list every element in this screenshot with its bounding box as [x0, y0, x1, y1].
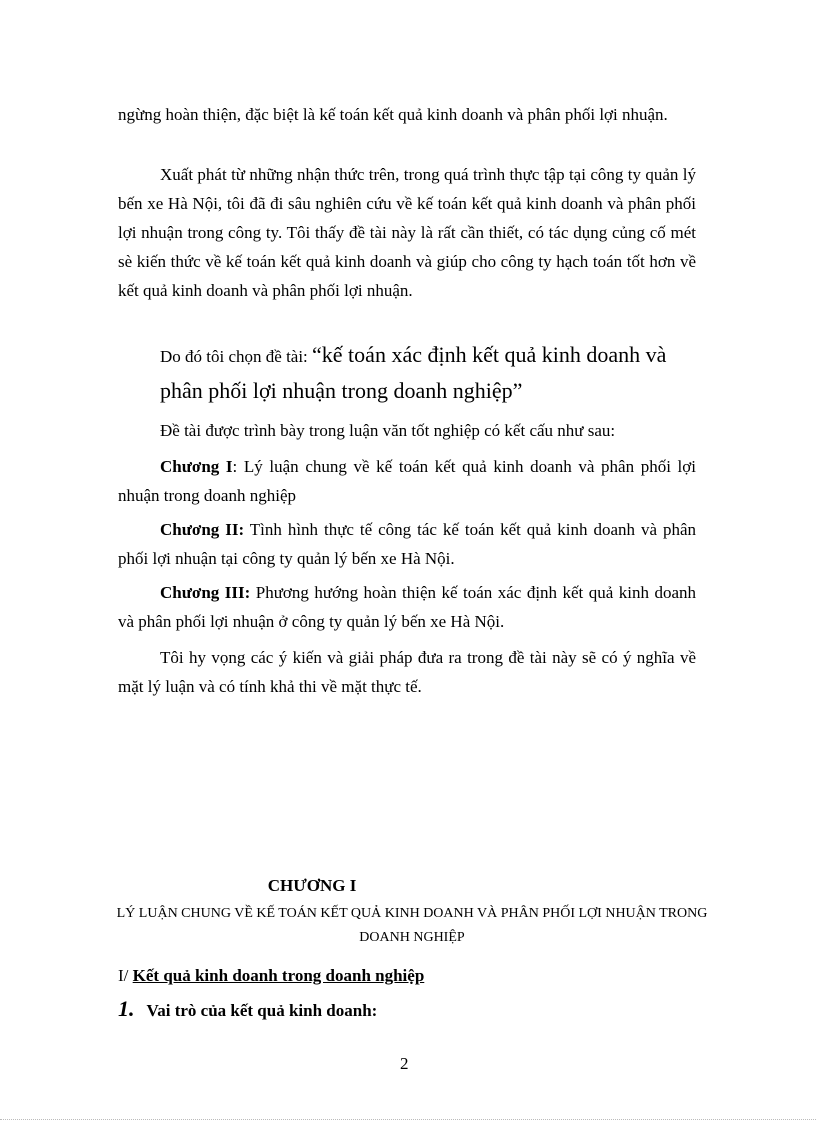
page-number: 2	[400, 1054, 409, 1073]
page-boundary-divider	[0, 1119, 816, 1120]
section-heading	[118, 966, 424, 986]
paragraph-motivation: Xuất phát từ những nhận thức trên, trong quá trình thực tập tại công ty quản lý bến xe Hà Nội, tôi đã đi sâu nghiên cứu về kế toán kết quả kinh doanh và phân phối lợi nhuận trong công ty. Tôi thấy đề tài này là rất cần thiết, có tác dụng củng cố mét sè kiến thức về kế toán kết quả kinh doanh và giúp cho công ty hạch toán tốt hơn về kết quả kinh doanh và phân phối lợi nhuận.	[118, 165, 696, 300]
subsection-title: Vai trò của kết quả kinh doanh:	[146, 1001, 378, 1020]
chapter-2-label: Chương II:	[160, 520, 245, 539]
paragraph-intro-tail: ngừng hoàn thiện, đặc biệt là kế toán kết quả kinh doanh và phân phối lợi nhuận.	[118, 105, 668, 124]
section-prefix: I/	[118, 966, 133, 985]
subsection-heading	[118, 996, 377, 1022]
topic-title: “kế toán xác định kết quả kinh doanh và phân phối lợi nhuận trong doanh nghiệp”	[160, 342, 667, 403]
chapter-subtitle: LÝ LUẬN CHUNG VỀ KẾ TOÁN KẾT QUẢ KINH DOANH VÀ PHÂN PHỐI LỢI NHUẬN TRONG DOANH NGHIỆP	[116, 906, 708, 945]
chapter-1-label: Chương I	[160, 457, 233, 476]
chapter-title: CHƯƠNG I	[267, 876, 357, 895]
topic-lead: Do đó tôi chọn đề tài:	[160, 347, 313, 366]
chapter-3-label: Chương III:	[160, 583, 251, 602]
subsection-number: 1.	[118, 996, 135, 1021]
paragraph-topic	[160, 338, 700, 410]
paragraph-chapter-3	[118, 578, 696, 636]
section-title: Kết quả kinh doanh trong doanh nghiệp	[132, 966, 425, 985]
chapter-3-text: Phương hướng hoàn thiện kế toán xác định kết quả kinh doanh và phân phối lợi nhuận ở công ty quản lý bến xe Hà Nội.	[118, 583, 697, 631]
paragraph-structure: Đề tài được trình bày trong luận văn tốt nghiệp có kết cấu như sau:	[160, 421, 616, 440]
paragraph-chapter-2	[118, 515, 696, 573]
paragraph-chapter-1	[118, 452, 696, 510]
chapter-1-text: : Lý luận chung về kế toán kết quả kinh doanh và phân phối lợi nhuận trong doanh nghiệp	[118, 457, 696, 505]
chapter-2-text: Tình hình thực tế công tác kế toán kết quả kinh doanh và phân phối lợi nhuận tại công ty quản lý bến xe Hà Nội.	[118, 520, 696, 568]
paragraph-conclusion: Tôi hy vọng các ý kiến và giải pháp đưa ra trong đề tài này sẽ có ý nghĩa về mặt lý luận và có tính khả thi về mặt thực tế.	[118, 648, 696, 696]
